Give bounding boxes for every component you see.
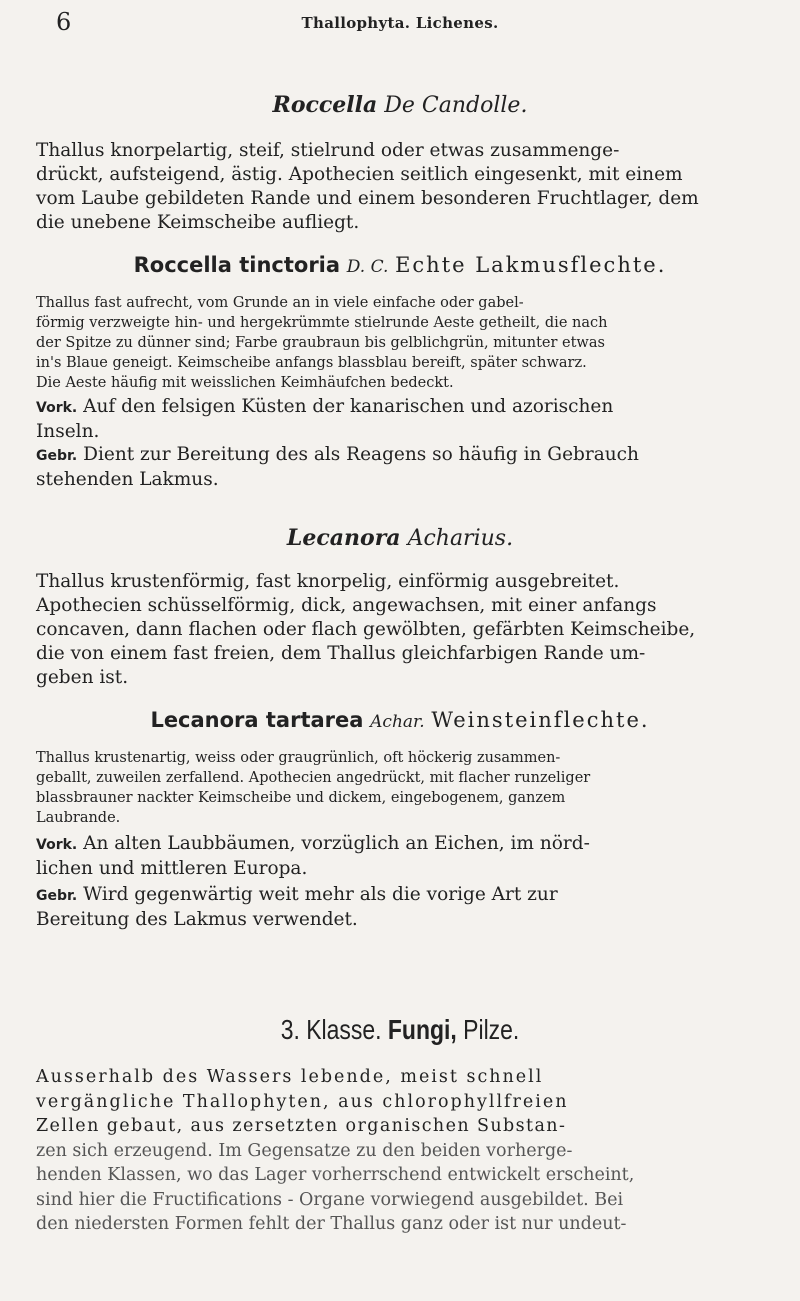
page-number: 6 [56, 8, 72, 36]
text-line: Zellen gebaut, aus zersetzten organischen Substan- [36, 1116, 567, 1136]
species-heading-lecanora [0, 708, 800, 732]
text-line: geben ist. [36, 667, 129, 688]
class-heading [72, 1014, 728, 1046]
running-title: Thallophyta. Lichenes. [301, 14, 499, 32]
genus-name: Roccella [272, 92, 378, 118]
occurrence-label: Vork. [36, 837, 78, 853]
text-line: blassbrauner nackter Keimscheibe und dickem, eingebogenem, ganzem [36, 790, 566, 806]
text-line: Laubrande. [36, 810, 121, 826]
class-prefix: 3. Klasse. [280, 1014, 382, 1045]
class-description [36, 1065, 766, 1237]
genus-authority: De Candolle. [384, 93, 528, 118]
text-line: förmig verzweigte hin- und hergekrümmte stielrunde Aeste getheilt, die nach [36, 315, 608, 331]
text-line: Auf den felsigen Küsten der kanarischen und azorischen [83, 396, 614, 417]
text-line: Inseln. [36, 421, 100, 442]
class-german-name: Pilze. [463, 1014, 520, 1045]
species-description-lecanora [36, 748, 766, 828]
text-line: Thallus krustenförmig, fast knorpelig, einförmig ausgebreitet. [36, 571, 620, 592]
text-line: in's Blaue geneigt. Keimscheibe anfangs blassblau bereift, später schwarz. [36, 355, 587, 371]
text-line: vom Laube gebildeten Rande und einem besonderen Fruchtlager, dem [36, 188, 699, 209]
occurrence-label: Vork. [36, 400, 78, 416]
genus-authority: Acharius. [407, 526, 514, 551]
text-line: geballt, zuweilen zerfallend. Apothecien angedrückt, mit flacher runzeliger [36, 770, 591, 786]
text-line: die unebene Keimscheibe aufliegt. [36, 212, 360, 233]
class-name: Fungi, [387, 1014, 457, 1045]
text-line: henden Klassen, wo das Lager vorherrschend entwickelt erscheint, [36, 1165, 635, 1185]
text-line: Wird gegenwärtig weit mehr als die vorige Art zur [83, 884, 558, 905]
genus-description-lecanora [36, 570, 766, 690]
text-line: sind hier die Fructifications - Organe vorwiegend ausgebildet. Bei [36, 1189, 624, 1210]
text-line: Die Aeste häufig mit weisslichen Keimhäufchen bedeckt. [36, 375, 454, 391]
usage-label: Gebr. [36, 888, 78, 904]
usage-label: Gebr. [36, 448, 78, 464]
species-german-name: Weinsteinflechte. [431, 708, 650, 732]
species-name: Roccella tinctoria [133, 253, 341, 277]
text-line: drückt, aufsteigend, ästig. Apothecien seitlich eingesenkt, mit einem [36, 164, 683, 185]
text-line: Thallus fast aufrecht, vom Grunde an in viele einfache oder gabel- [36, 295, 524, 311]
text-line: den niedersten Formen fehlt der Thallus ganz oder ist nur undeut- [36, 1214, 627, 1234]
genus-description-roccella [36, 139, 766, 235]
usage-lecanora [36, 883, 766, 932]
species-authority: D. C. [346, 257, 389, 277]
species-description-roccella [36, 293, 766, 393]
species-heading-roccella [0, 253, 800, 277]
text-line: Thallus krustenartig, weiss oder graugrünlich, oft höckerig zusammen- [36, 750, 561, 766]
text-line: lichen und mittleren Europa. [36, 858, 308, 879]
occurrence-roccella [36, 395, 766, 444]
text-line: Bereitung des Lakmus verwendet. [36, 909, 358, 930]
occurrence-lecanora [36, 832, 766, 881]
species-authority: Achar. [370, 712, 425, 732]
text-line: die von einem fast freien, dem Thallus gleichfarbigen Rande um- [36, 643, 646, 664]
text-line: Thallus knorpelartig, steif, stielrund oder etwas zusammenge- [36, 140, 620, 161]
text-line: Apothecien schüsselförmig, dick, angewachsen, mit einer anfangs [36, 595, 657, 616]
genus-heading-roccella [0, 92, 800, 118]
text-line: An alten Laubbäumen, vorzüglich an Eichen, im nörd- [83, 833, 590, 854]
text-line: zen sich erzeugend. Im Gegensatze zu den beiden vorherge- [36, 1140, 573, 1161]
text-line: vergängliche Thallophyten, aus chlorophyllfreien [36, 1091, 569, 1112]
species-name: Lecanora tartarea [150, 708, 364, 732]
genus-heading-lecanora [0, 525, 800, 551]
genus-name: Lecanora [286, 525, 401, 551]
species-german-name: Echte Lakmusflechte. [395, 253, 667, 277]
text-line: Dient zur Bereitung des als Reagens so häufig in Gebrauch [83, 444, 639, 465]
text-line: Ausserhalb des Wassers lebende, meist schnell [36, 1067, 544, 1087]
usage-roccella [36, 443, 766, 492]
text-line: concaven, dann flachen oder flach gewölbten, gefärbten Keimscheibe, [36, 619, 696, 640]
text-line: der Spitze zu dünner sind; Farbe graubraun bis gelblichgrün, mitunter etwas [36, 335, 605, 351]
text-line: stehenden Lakmus. [36, 469, 219, 490]
